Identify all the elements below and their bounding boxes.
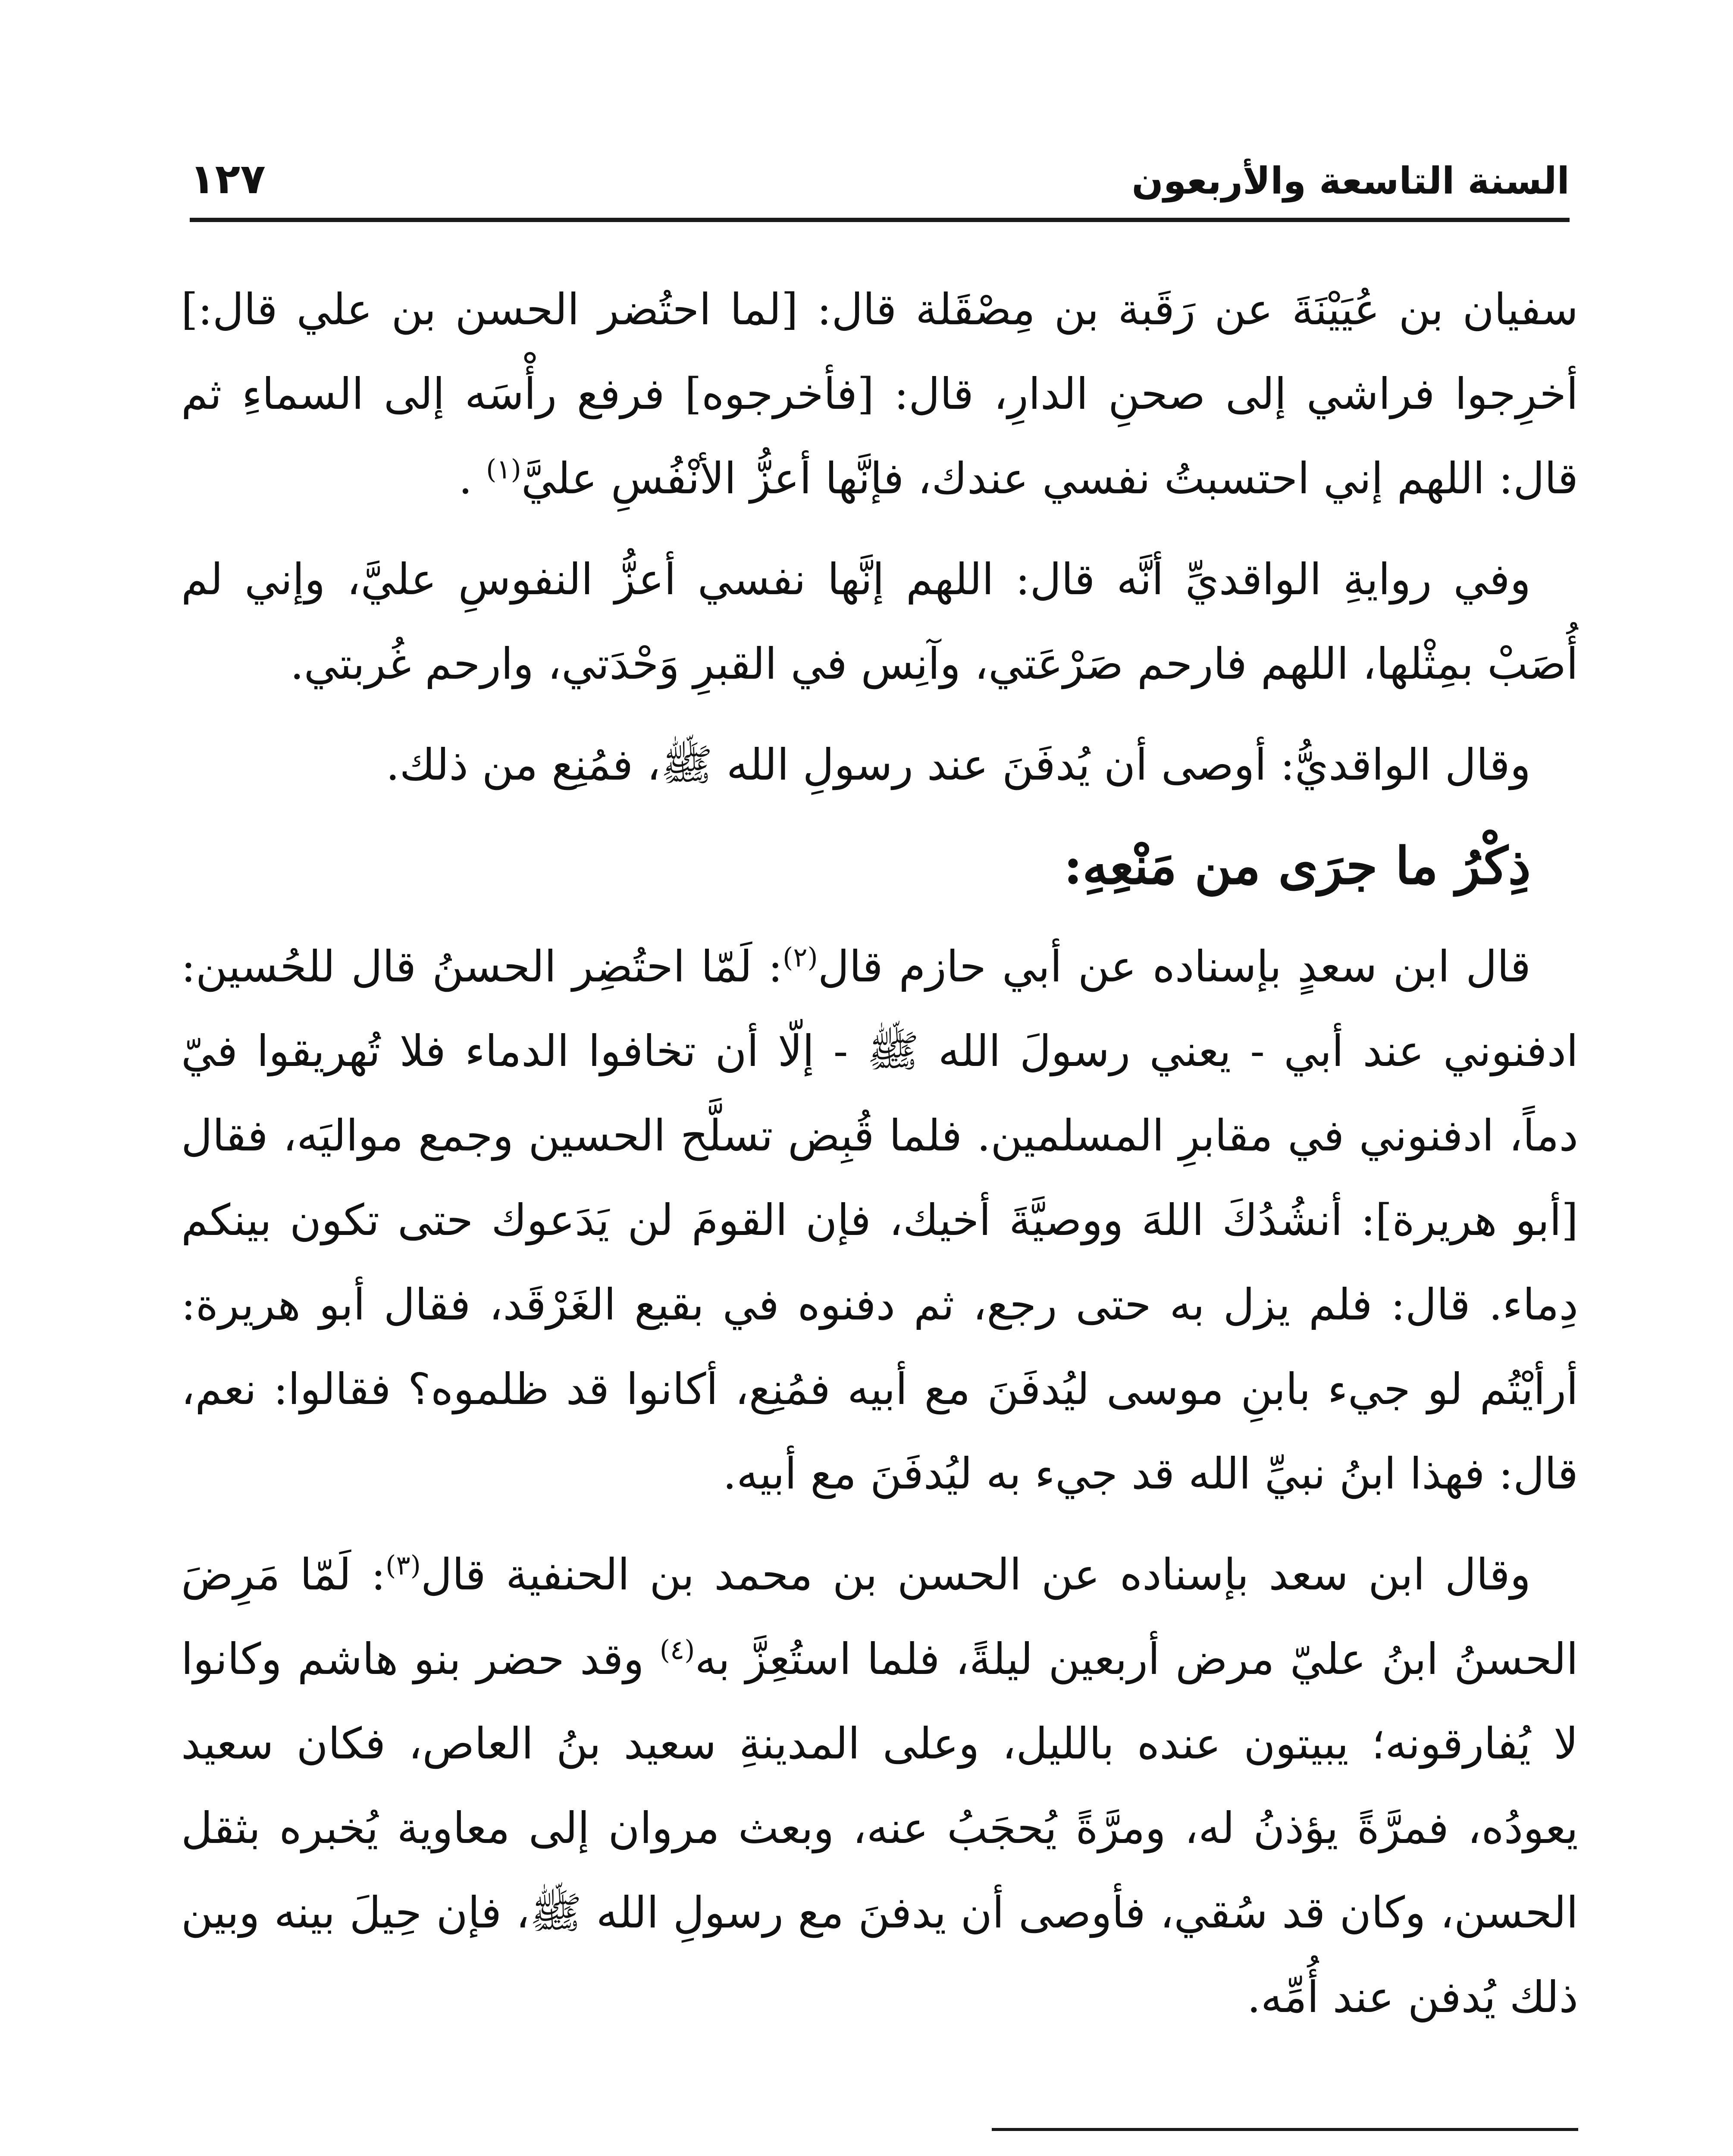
section-heading: ذِكْرُ ما جرَى من مَنْعِهِ: (1063, 836, 1531, 896)
paragraph-5 (181, 1532, 1578, 2040)
paragraph-5-text-b: : لَمّا مَرِضَ الحسنُ ابنُ عليّ مرض أربعين ليلةً، فلما استُعِزَّ به (181, 1549, 1578, 1684)
running-header (190, 142, 1570, 211)
header-rule (190, 218, 1570, 222)
footnote-ref-1[interactable]: (١) (486, 453, 521, 485)
footnote-ref-3[interactable]: (٣) (385, 1549, 421, 1581)
footnote-ref-2[interactable]: (٢) (782, 941, 818, 973)
paragraph-5-text-c: وقد حضر بنو هاشم وكانوا لا يُفارقونه؛ يبيتون عنده بالليل، وعلى المدينةِ سعيد بنُ العاص، فكان سعيد يعودُه، فمرَّةً يؤذنُ له، ومرَّةً يُحجَبُ عنه، وبعث مروان إلى معاوية يُخبره بثقل الحسن، وكان قد سُقي، فأوصى أن يدفنَ مع رسولِ الله ﷺ، فإن حِيلَ بينه وبين ذلك يُدفن عند أُمِّه. (181, 1634, 1578, 2022)
running-title: السنة التاسعة والأربعون (1131, 160, 1570, 203)
paragraph-4-text-b: : لَمّا احتُضِر الحسنُ قال للحُسين: ادفنوني عند أبي - يعني رسولَ الله ﷺ - إلّا أن تخافوا الدماء فلا تُهريقوا فيّ دماً، ادفنوني في مقابرِ المسلمين. فلما قُبِض تسلَّح الحسين وجمع مواليَه، فقال [أبو هريرة]: أنشُدُكَ اللهَ ووصيَّةَ أخيك، فإن القومَ لن يَدَعوك حتى تكون بينكم دِماء. قال: فلم يزل به حتى رجع، ثم دفنوه في بقيع الغَرْقَد، فقال أبو هريرة: أرأيْتُم لو جيء بابنِ موسى ليُدفَنَ مع أبيه فمُنِع، أكانوا قد ظلموه؟ فقالوا: نعم، قال: فهذا ابنُ نبيِّ الله قد جيء به ليُدفَنَ مع أبيه. (181, 941, 1578, 1499)
paragraph-2: وفي روايةِ الواقديِّ أنَّه قال: اللهم إنَّها نفسي أعزُّ النفوسِ عليَّ، وإني لم أُصَبْ بمِثْلها، اللهم فارحم صَرْعَتي، وآنِس في القبرِ وَحْدَتي، وارحم غُربتي. (181, 554, 1578, 689)
page-number: ١٢٧ (190, 155, 266, 203)
footnote-rule (992, 2128, 1578, 2131)
paragraph-1-end: . (458, 453, 486, 504)
paragraph-4 (181, 924, 1578, 1516)
paragraph-1-text: سفيان بن عُيَيْنَةَ عن رَقَبة بن مِصْقَلة قال: [لما احتُضر الحسن بن علي قال:] أخرِجوا فراشي إلى صحنِ الدارِ، قال: [فأخرجوه] فرفع رأْسَه إلى السماءِ ثم قال: اللهم إني احتسبتُ نفسي عندك، فإنَّها أعزُّ الأنْفُسِ عليَّ (181, 284, 1578, 504)
paragraph-1 (181, 267, 1578, 521)
paragraph-3: وقال الواقديُّ: أوصى أن يُدفَنَ عند رسولِ الله ﷺ، فمُنِع من ذلك. (385, 740, 1531, 790)
paragraph-4-text-a: قال ابن سعدٍ بإسناده عن أبي حازم قال (818, 941, 1531, 992)
body-text (181, 267, 1578, 2056)
footnote-ref-4[interactable]: (٤) (659, 1634, 695, 1666)
paragraph-5-text-a: وقال ابن سعد بإسناده عن الحسن بن محمد بن الحنفية قال (420, 1549, 1531, 1600)
